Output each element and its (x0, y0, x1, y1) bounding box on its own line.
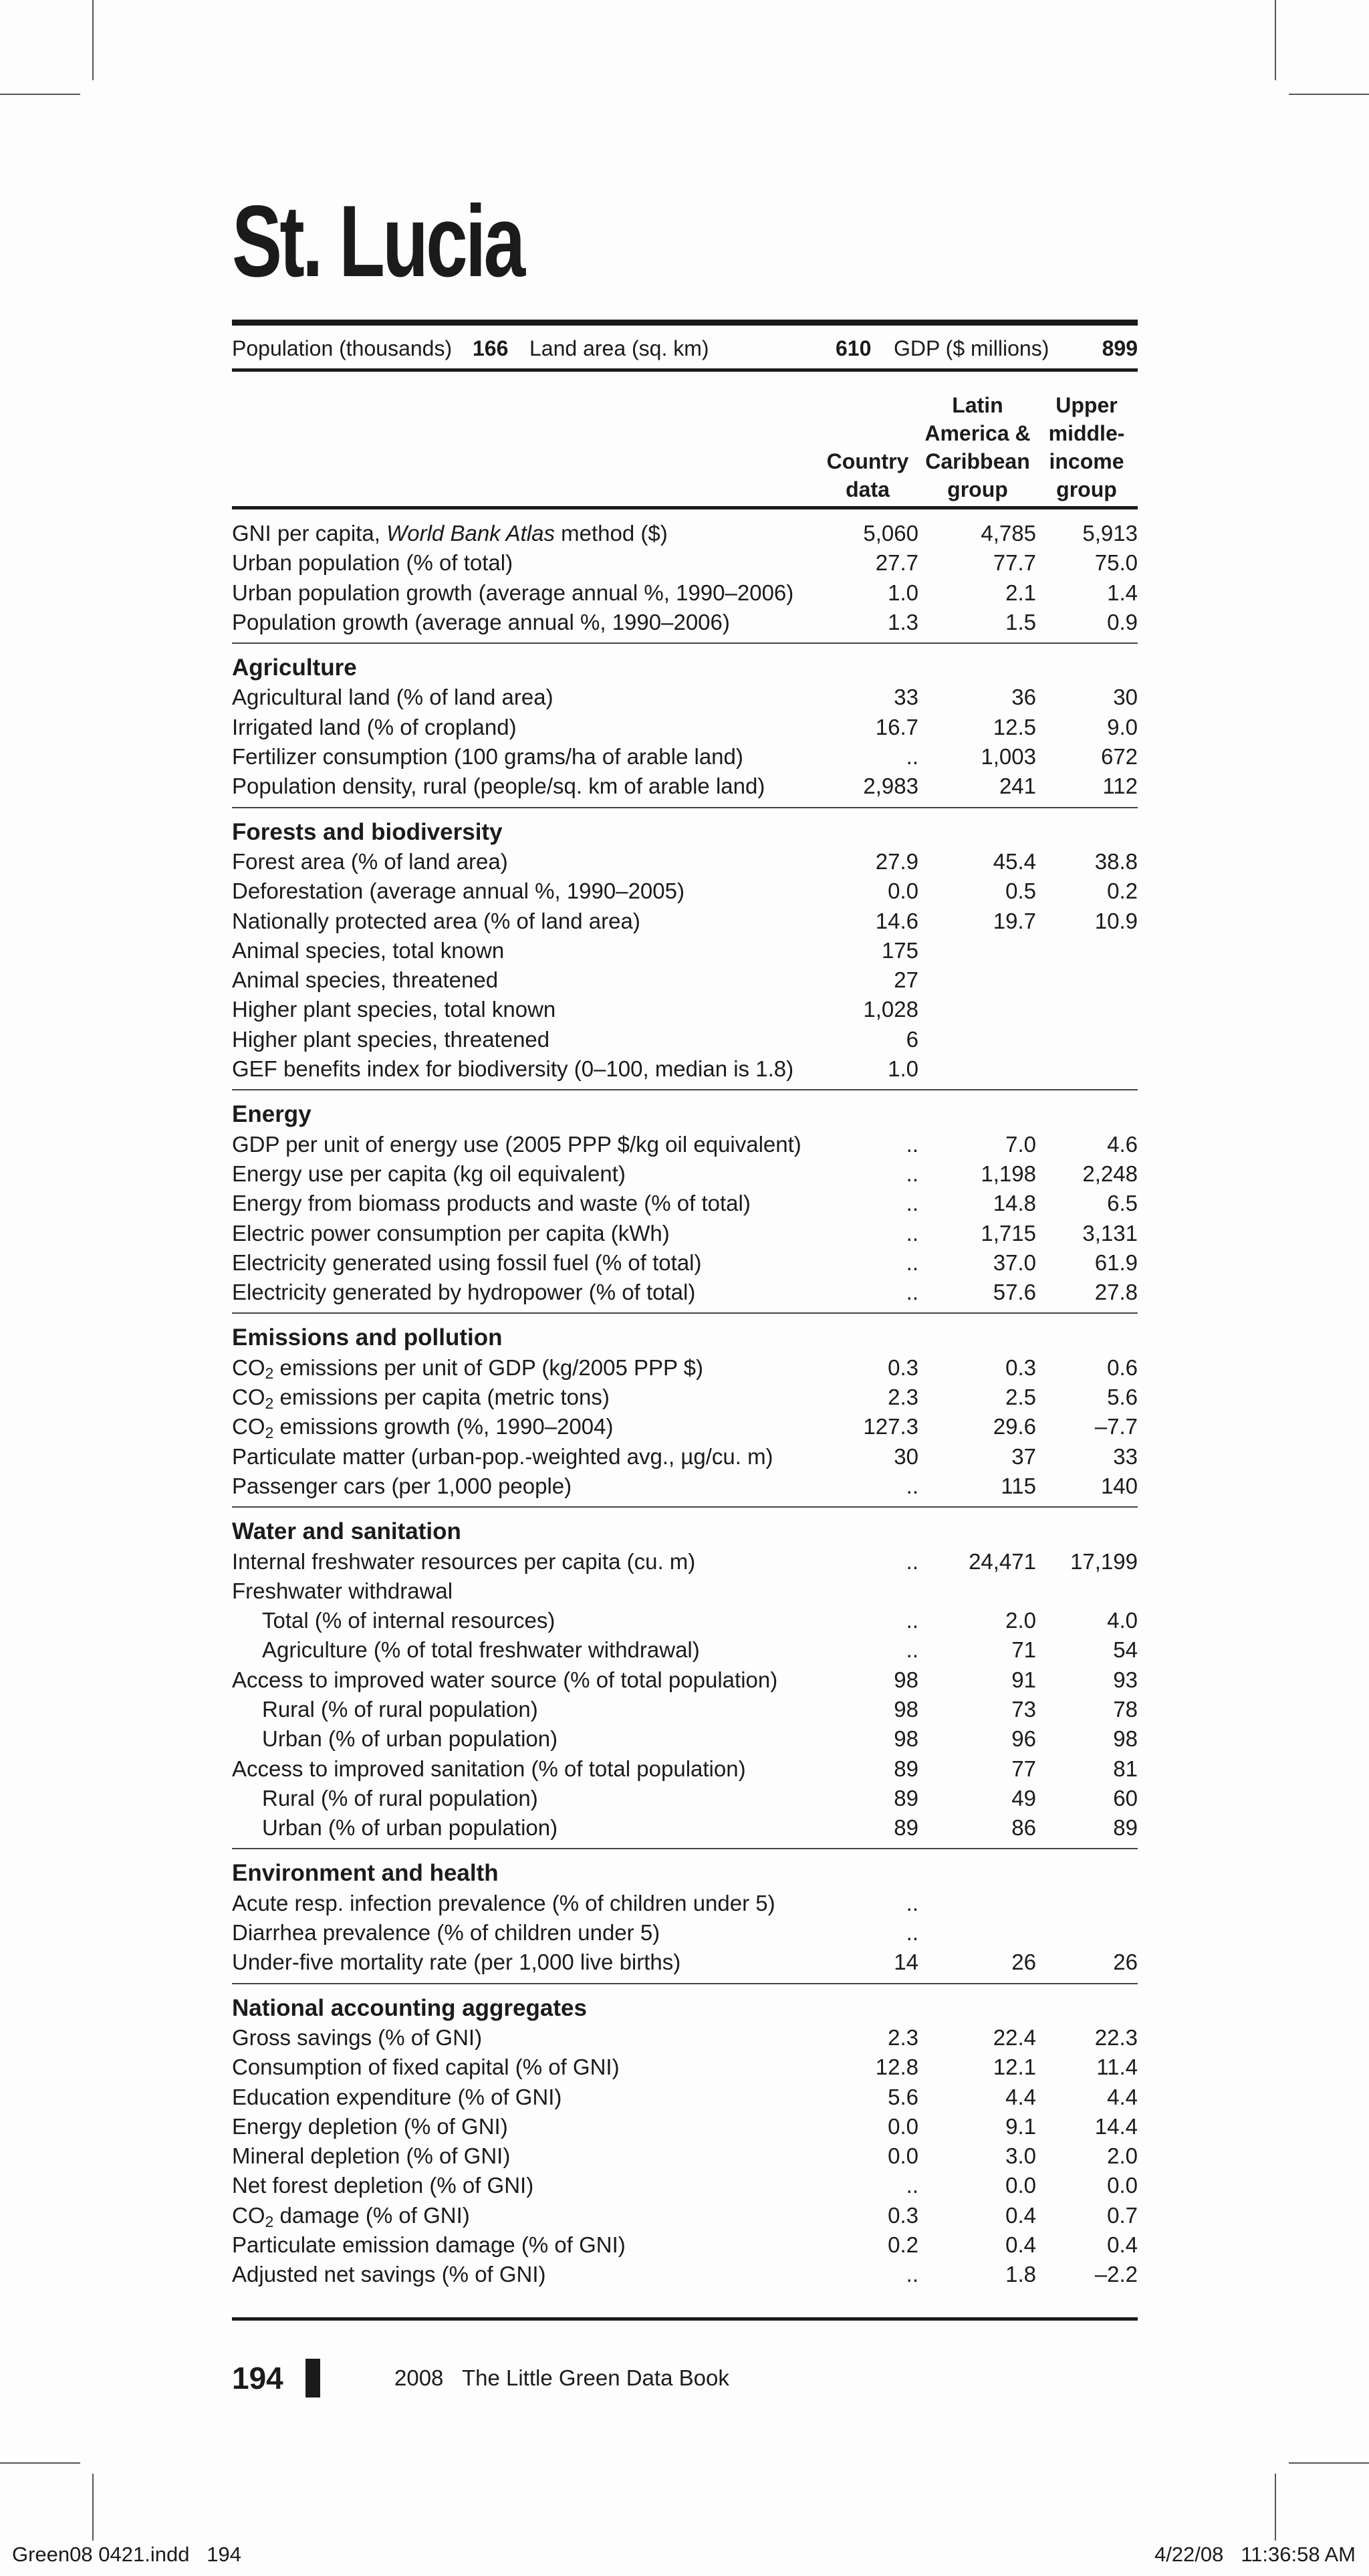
region-value: 49 (1011, 1785, 1036, 1810)
indicator-label: Energy from biomass products and waste (% of total) (232, 1191, 751, 1216)
country-value: 27.9 (875, 848, 918, 874)
table-row (232, 1948, 1138, 1977)
region-value: 24,471 (969, 1548, 1036, 1574)
indicator-label: Rural (% of rural population) (262, 1696, 538, 1722)
indicator-label: $CO_2$ emissions per capita (metric tons) (232, 1385, 610, 1412)
table-row (232, 742, 1138, 772)
section-divider (232, 1506, 1138, 1508)
indicator-table (232, 519, 1138, 2290)
crop-mark (92, 2474, 94, 2541)
indicator-label: Consumption of fixed capital (% of GNI) (232, 2055, 620, 2080)
income-group-value: 0.7 (1107, 2202, 1138, 2228)
country-value: .. (906, 1250, 918, 1275)
income-group-value: 38.8 (1094, 848, 1138, 874)
region-value: 77 (1011, 1756, 1036, 1781)
indicator-label: Urban (% of urban population) (262, 1726, 558, 1752)
gdp-label: GDP ($ millions) (894, 336, 1049, 360)
country-value: 89 (894, 1815, 918, 1841)
section-heading: Environment and health (232, 1860, 499, 1887)
indicator-label: Animal species, total known (232, 937, 505, 963)
country-value: 2.3 (888, 2024, 918, 2050)
country-value: .. (906, 1191, 918, 1216)
region-value: 57.6 (993, 1280, 1036, 1305)
region-value: 1.5 (1005, 609, 1036, 634)
table-row (232, 1248, 1138, 1278)
country-value: 0.0 (888, 2143, 918, 2169)
income-group-value: 4.0 (1107, 1608, 1138, 1633)
region-value: 2.1 (1005, 580, 1036, 605)
indicator-label: Irrigated land (% of cropland) (232, 714, 517, 739)
country-value: 2.3 (888, 1385, 918, 1410)
table-row (232, 1353, 1138, 1383)
region-value: 241 (999, 774, 1036, 799)
table-row (232, 1635, 1138, 1665)
country-value: .. (906, 1920, 918, 1946)
indicator-label: Electricity generated using fossil fuel (% of total) (232, 1250, 702, 1275)
indicator-label: Higher plant species, total known (232, 997, 556, 1022)
country-value: 14.6 (875, 908, 918, 933)
indicator-label: Urban population (% of total) (232, 550, 513, 576)
income-group-value: 5,913 (1082, 521, 1138, 546)
income-group-value: 2.0 (1107, 2143, 1138, 2169)
region-value: 0.5 (1005, 879, 1036, 904)
column-header-country: Country data (826, 449, 909, 501)
region-value: 9.1 (1005, 2113, 1036, 2139)
table-row (232, 1025, 1138, 1054)
income-group-value: 54 (1113, 1637, 1138, 1663)
country-value: .. (906, 2173, 918, 2198)
income-group-value: 112 (1102, 774, 1138, 799)
income-group-value: 3,131 (1082, 1220, 1138, 1246)
country-value: 2,983 (863, 774, 918, 799)
population-value: 166 (473, 336, 509, 360)
region-value: 77.7 (993, 550, 1036, 576)
country-value: 89 (894, 1785, 918, 1810)
summary-rule (232, 368, 1138, 372)
indicator-label: Adjusted net savings (% of GNI) (232, 2262, 546, 2287)
population-label: Population (thousands) (232, 336, 453, 360)
table-row (232, 2171, 1138, 2200)
table-row (232, 1412, 1138, 1441)
indicator-label: Rural (% of rural population) (262, 1785, 538, 1810)
crop-mark (0, 2462, 80, 2464)
section-heading: Energy (232, 1101, 312, 1128)
region-value: 12.1 (993, 2055, 1036, 2080)
income-group-value: 5.6 (1107, 1385, 1138, 1410)
footer-year: 2008 (394, 2365, 444, 2390)
region-value: 26 (1011, 1950, 1036, 1975)
income-group-value: 60 (1113, 1785, 1138, 1810)
country-value: 0.3 (888, 2202, 918, 2228)
table-row (232, 1606, 1138, 1635)
region-value: 1,003 (981, 744, 1036, 770)
region-value: 36 (1011, 685, 1036, 710)
indicator-label: Education expenditure (% of GNI) (232, 2084, 562, 2109)
column-header-region: Latin America & Caribbean group (924, 393, 1031, 501)
region-value: 4,785 (981, 521, 1036, 546)
land-area-label: Land area (sq. km) (529, 336, 709, 360)
indicator-label: Access to improved sanitation (% of total population) (232, 1756, 746, 1781)
income-group-value: 2,248 (1082, 1161, 1138, 1186)
region-value: 73 (1011, 1696, 1036, 1722)
region-value: 0.4 (1005, 2202, 1036, 2228)
table-row (232, 2260, 1138, 2289)
country-value: 14 (894, 1950, 918, 1975)
region-value: 4.4 (1005, 2084, 1036, 2109)
country-value: 6 (906, 1026, 918, 1052)
indicator-label: Population density, rural (people/sq. km of arable land) (232, 774, 765, 799)
region-value: 0.3 (1005, 1355, 1036, 1380)
country-value: 89 (894, 1756, 918, 1781)
section-heading: Agriculture (232, 655, 357, 681)
indicator-label: $CO_2$ emissions growth (%, 1990–2004) (232, 1414, 614, 1442)
table-row (232, 1472, 1138, 1501)
country-value: 5,060 (863, 521, 918, 546)
footer-book-title: The Little Green Data Book (461, 2365, 729, 2390)
section-divider (232, 1983, 1138, 1984)
income-group-value: 672 (1100, 744, 1138, 770)
indicator-label: Access to improved water source (% of total population) (232, 1667, 778, 1692)
section-divider (232, 1848, 1138, 1849)
indicator-label: Under-five mortality rate (per 1,000 live births) (232, 1950, 681, 1975)
income-group-value: 14.4 (1094, 2113, 1138, 2139)
crop-mark (1289, 2462, 1369, 2464)
table-row (232, 2141, 1138, 2171)
title-rule (232, 320, 1138, 326)
indicator-label: Urban population growth (average annual %, 1990–2006) (232, 580, 794, 605)
country-value: .. (906, 2262, 918, 2287)
income-group-value: 78 (1113, 1696, 1138, 1722)
country-value: .. (906, 1890, 918, 1915)
table-row (232, 1918, 1138, 1948)
table-row (232, 1130, 1138, 1159)
table-row (232, 2083, 1138, 2112)
indicator-label: $CO_2$ emissions per unit of GDP (kg/2005 PPP $) (232, 1355, 703, 1383)
indicator-label: $CO_2$ damage (% of GNI) (232, 2202, 470, 2230)
page-number: 194 (232, 2361, 283, 2395)
income-group-value: 6.5 (1107, 1191, 1138, 1216)
region-value: 12.5 (993, 714, 1036, 739)
income-group-value: 93 (1113, 1667, 1138, 1692)
indicator-label: Gross savings (% of GNI) (232, 2024, 483, 2050)
income-group-value: 98 (1113, 1726, 1138, 1752)
table-row (232, 907, 1138, 936)
gdp-value: 899 (1102, 336, 1138, 360)
income-group-value: 0.2 (1107, 879, 1138, 904)
region-value: 37.0 (993, 1250, 1036, 1275)
table-row (232, 1054, 1138, 1084)
region-value: 71 (1011, 1637, 1036, 1663)
table-row (232, 2023, 1138, 2053)
indicator-label: Mineral depletion (% of GNI) (232, 2143, 511, 2169)
indicator-label: Electric power consumption per capita (kWh) (232, 1220, 670, 1246)
income-group-value: 17,199 (1070, 1548, 1138, 1574)
section-divider (232, 642, 1138, 644)
income-group-value: 75.0 (1094, 550, 1138, 576)
country-value: 12.8 (875, 2055, 918, 2080)
income-group-value: –2.2 (1094, 2262, 1138, 2287)
country-value: 98 (894, 1726, 918, 1752)
country-value: 175 (881, 937, 918, 963)
region-value: 2.0 (1005, 1608, 1036, 1633)
table-row (232, 1695, 1138, 1724)
income-group-value: 26 (1113, 1950, 1138, 1975)
table-row (232, 1813, 1138, 1843)
indicator-label: Deforestation (average annual %, 1990–2005) (232, 879, 684, 904)
table-row (232, 965, 1138, 995)
region-value: 7.0 (1005, 1131, 1036, 1157)
income-group-value: 4.6 (1107, 1131, 1138, 1157)
indicator-label: Animal species, threatened (232, 967, 499, 993)
country-value: .. (906, 1608, 918, 1633)
region-value: 0.0 (1005, 2173, 1036, 2198)
country-value: 33 (894, 685, 918, 710)
table-row (232, 995, 1138, 1024)
country-value: 98 (894, 1667, 918, 1692)
indicator-label: Net forest depletion (% of GNI) (232, 2173, 534, 2198)
table-row (232, 847, 1138, 876)
region-value: 1,715 (981, 1220, 1036, 1246)
table-row (232, 876, 1138, 906)
crop-mark (92, 0, 94, 80)
indicator-label: Particulate matter (urban-pop.-weighted avg., µg/cu. m) (232, 1443, 773, 1469)
country-value: 30 (894, 1443, 918, 1469)
table-row (232, 2230, 1138, 2260)
income-group-value: 11.4 (1096, 2055, 1138, 2080)
region-value: 37 (1011, 1443, 1036, 1469)
indicator-label: Passenger cars (per 1,000 people) (232, 1473, 572, 1498)
indicator-label: Energy use per capita (kg oil equivalent) (232, 1161, 626, 1186)
country-value: .. (906, 744, 918, 770)
indicator-label: Population growth (average annual %, 1990–2006) (232, 609, 730, 634)
table-row (232, 1754, 1138, 1784)
region-value: 14.8 (993, 1191, 1036, 1216)
income-group-value: 0.4 (1107, 2232, 1138, 2258)
country-value: 0.3 (888, 1355, 918, 1380)
crop-mark (1275, 0, 1276, 80)
table-row (232, 1278, 1138, 1307)
indicator-label: Higher plant species, threatened (232, 1026, 550, 1052)
income-group-value: 89 (1113, 1815, 1138, 1841)
region-value: 91 (1011, 1667, 1036, 1692)
region-value: 96 (1011, 1726, 1036, 1752)
income-group-value: 22.3 (1094, 2024, 1138, 2050)
income-group-value: –7.7 (1094, 1414, 1138, 1439)
indicator-label: Total (% of internal resources) (262, 1608, 555, 1633)
indicator-label: Agriculture (% of total freshwater withdrawal) (262, 1637, 700, 1663)
indicator-label: Internal freshwater resources per capita (cu. m) (232, 1548, 696, 1574)
table-row (232, 2201, 1138, 2230)
income-group-value: 0.9 (1107, 609, 1138, 634)
country-value: .. (906, 1280, 918, 1305)
country-value: .. (906, 1131, 918, 1157)
income-group-value: 30 (1113, 685, 1138, 710)
footer-bar (305, 2359, 320, 2397)
table-row (232, 1547, 1138, 1576)
section-divider (232, 1312, 1138, 1314)
section-heading: Forests and biodiversity (232, 818, 503, 845)
table-row (232, 936, 1138, 965)
section-divider (232, 1089, 1138, 1090)
section-divider (232, 807, 1138, 808)
country-value: 127.3 (863, 1414, 918, 1439)
country-value: .. (906, 1637, 918, 1663)
income-group-value: 10.9 (1094, 908, 1138, 933)
region-value: 0.4 (1005, 2232, 1036, 2258)
income-group-value: 0.0 (1107, 2173, 1138, 2198)
country-value: 98 (894, 1696, 918, 1722)
table-row (232, 578, 1138, 608)
table-row (232, 683, 1138, 712)
country-value: 16.7 (875, 714, 918, 739)
section-heading: Water and sanitation (232, 1518, 461, 1545)
region-value: 22.4 (993, 2024, 1036, 2050)
income-group-value: 33 (1113, 1443, 1138, 1469)
table-row (232, 772, 1138, 801)
table-row (232, 1784, 1138, 1813)
indicator-label: Agricultural land (% of land area) (232, 685, 553, 710)
table-row (232, 1383, 1138, 1412)
indicator-label: Fertilizer consumption (100 grams/ha of arable land) (232, 744, 743, 770)
indicator-label: Diarrhea prevalence (% of children under 5) (232, 1920, 660, 1946)
income-group-value: 81 (1113, 1756, 1138, 1781)
income-group-value: 1.4 (1107, 580, 1138, 605)
table-row (232, 1889, 1138, 1918)
section-heading: National accounting aggregates (232, 1994, 587, 2021)
country-value: 0.0 (888, 2113, 918, 2139)
indicator-label: Acute resp. infection prevalence (% of children under 5) (232, 1890, 775, 1915)
table-row (232, 548, 1138, 578)
header-rule (232, 506, 1138, 509)
slug-file: Green08 0421.indd 194 (12, 2543, 241, 2566)
indicator-label: Forest area (% of land area) (232, 848, 508, 874)
indicator-label: GDP per unit of energy use (2005 PPP $/kg oil equivalent) (232, 1131, 801, 1157)
table-row (232, 1219, 1138, 1248)
country-value: .. (906, 1473, 918, 1498)
country-value: 1.0 (888, 580, 918, 605)
table-row (232, 713, 1138, 742)
crop-mark (0, 94, 80, 95)
country-value: 5.6 (888, 2084, 918, 2109)
indicator-label: Electricity generated by hydropower (% of total) (232, 1280, 696, 1305)
country-value: 1.0 (888, 1056, 918, 1082)
country-title: St. Lucia (232, 185, 523, 298)
table-row (232, 519, 1138, 548)
region-value: 29.6 (993, 1414, 1036, 1439)
table-bottom-rule (232, 2317, 1138, 2321)
table-row (232, 1576, 1138, 1606)
table-row (232, 2112, 1138, 2141)
indicator-label: Nationally protected area (% of land area) (232, 908, 640, 933)
table-row (232, 1442, 1138, 1472)
land-area-value: 610 (836, 336, 872, 360)
table-row (232, 1159, 1138, 1189)
country-value: 27 (894, 967, 918, 993)
region-value: 86 (1011, 1815, 1036, 1841)
table-row (232, 1665, 1138, 1695)
country-value: 1.3 (888, 609, 918, 634)
section-heading: Emissions and pollution (232, 1324, 503, 1351)
indicator-label: GNI per capita, World Bank Atlas method ($) (232, 521, 668, 546)
region-value: 45.4 (993, 848, 1036, 874)
country-value: 27.7 (875, 550, 918, 576)
crop-mark (1275, 2474, 1276, 2541)
country-value: .. (906, 1548, 918, 1574)
country-value: 0.2 (888, 2232, 918, 2258)
country-value: 0.0 (888, 879, 918, 904)
indicator-label: Urban (% of urban population) (262, 1815, 558, 1841)
income-group-value: 61.9 (1094, 1250, 1138, 1275)
region-value: 115 (1001, 1473, 1036, 1498)
table-row (232, 608, 1138, 637)
indicator-label: GEF benefits index for biodiversity (0–100, median is 1.8) (232, 1056, 794, 1082)
column-header-income: Upper middle- income group (1048, 393, 1125, 501)
country-value: .. (906, 1220, 918, 1246)
slug-datetime: 4/22/08 11:36:58 AM (1154, 2543, 1356, 2566)
region-value: 1,198 (981, 1161, 1036, 1186)
table-row (232, 1724, 1138, 1754)
income-group-value: 140 (1100, 1473, 1138, 1498)
income-group-value: 0.6 (1107, 1355, 1138, 1380)
income-group-value: 27.8 (1094, 1280, 1138, 1305)
table-row (232, 2053, 1138, 2082)
region-value: 19.7 (993, 908, 1036, 933)
region-value: 2.5 (1005, 1385, 1036, 1410)
income-group-value: 4.4 (1107, 2084, 1138, 2109)
country-value: 1,028 (863, 997, 918, 1022)
indicator-label: Freshwater withdrawal (232, 1578, 453, 1603)
region-value: 3.0 (1005, 2143, 1036, 2169)
crop-mark (1289, 94, 1369, 95)
region-value: 1.8 (1005, 2262, 1036, 2287)
country-value: .. (906, 1161, 918, 1186)
indicator-label: Particulate emission damage (% of GNI) (232, 2232, 626, 2258)
table-row (232, 1189, 1138, 1218)
footer-text (394, 2365, 729, 2391)
indicator-label: Energy depletion (% of GNI) (232, 2113, 508, 2139)
income-group-value: 9.0 (1107, 714, 1138, 739)
